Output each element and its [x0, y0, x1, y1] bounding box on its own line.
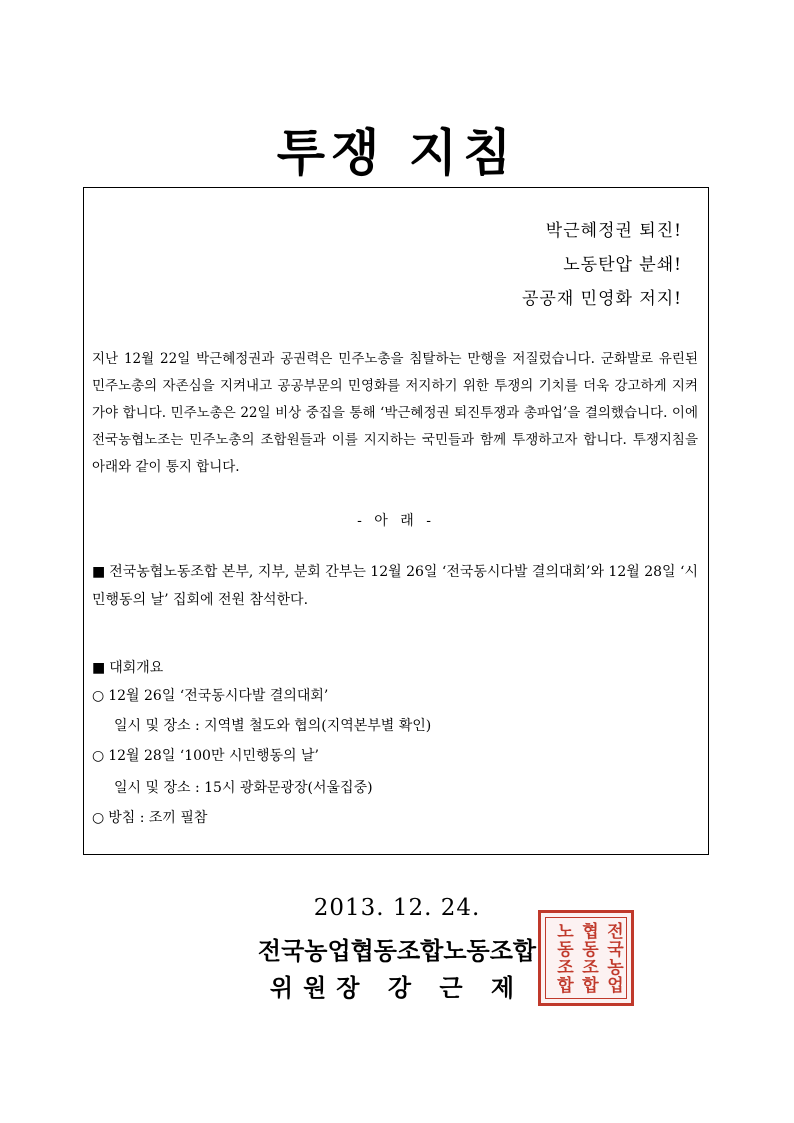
outline-heading-text: 대회개요 — [109, 660, 164, 676]
event-1-text: 12월 26일 ‘전국동시다발 결의대회’ — [108, 688, 329, 704]
slogan-2: 노동탄압 분쇄! — [563, 255, 682, 275]
slogan-3: 공공재 민영화 저지! — [521, 289, 682, 309]
event-2-detail: 일시 및 장소 : 15시 광화문광장(서울집중) — [114, 780, 373, 796]
chairman-name: 위원장 강 근 제 — [269, 973, 525, 1002]
directive-item — [92, 558, 702, 614]
outline-heading — [92, 654, 702, 682]
official-seal — [538, 910, 634, 1006]
event-1 — [92, 682, 702, 710]
body-paragraph: 지난 12월 22일 박근혜정권과 공권력은 민주노총을 침탈하는 만행을 저질렀습니다. 군화발로 유린된 민주노총의 자존심을 지켜내고 공공부문의 민영화를 저지하기 위한 투쟁의 기치를 더욱 강고하게 지켜가야 합니다. 민주노총은 22일 비상 중집을 통해 ‘박근혜정권 퇴진투쟁과 총파업’을 결의했습니다. 이에 전국농협노조는 민주노총의 조합원들과 이를 지지하는 국민들과 함께 투쟁하고자 합니다. 투쟁지침을 아래와 같이 통지 합니다. — [92, 351, 698, 475]
slogan-block — [522, 214, 682, 316]
event-2-text: 12월 28일 ‘100만 시민행동의 날’ — [108, 748, 319, 764]
issue-date: 2013. 12. 24. — [313, 895, 481, 921]
circle-bullet-icon: ○ — [92, 688, 105, 704]
event-2 — [92, 742, 702, 770]
policy-text: 방침 : 조끼 필참 — [108, 810, 208, 826]
below-heading: - 아 래 - — [357, 513, 435, 529]
event-1-detail: 일시 및 장소 : 지역별 철도와 협의(지역본부별 확인) — [114, 718, 432, 734]
policy-item — [92, 804, 702, 832]
document-title: 투쟁 지침 — [276, 124, 518, 182]
slogan-1: 박근혜정권 퇴진! — [545, 221, 682, 241]
circle-bullet-icon: ○ — [92, 810, 105, 826]
square-bullet-icon: ■ — [92, 660, 106, 676]
seal-lettering: 전국농업협동조합노동조합 — [553, 922, 623, 994]
circle-bullet-icon: ○ — [92, 748, 105, 764]
union-name: 전국농업협동조합노동조합 — [257, 936, 537, 965]
directive-text: 전국농협노동조합 본부, 지부, 분회 간부는 12월 26일 ‘전국동시다발 결의대회’와 12월 28일 ‘시민행동의 날’ 집회에 전원 참석한다. — [92, 564, 698, 608]
square-bullet-icon: ■ — [92, 564, 106, 580]
notice-frame — [83, 187, 709, 855]
